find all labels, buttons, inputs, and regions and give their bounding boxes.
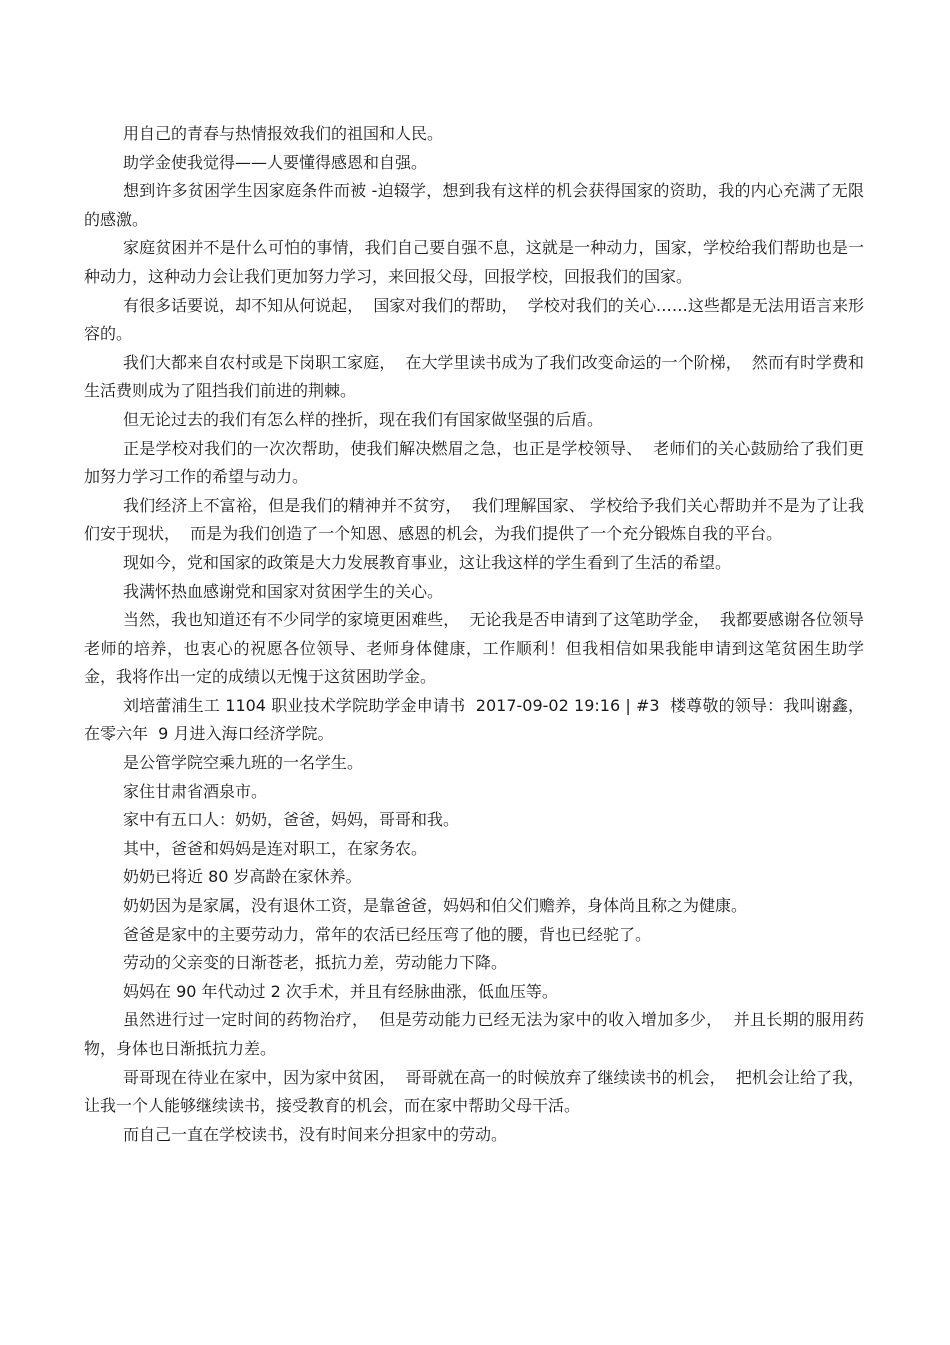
- paragraph: 哥哥现在待业在家中，因为家中贫困， 哥哥就在高一的时候放弃了继续读书的机会， 把机会让给了我，让我一个人能够继续读书，接受教育的机会，而在家中帮助父母干活。: [84, 1067, 864, 1116]
- paragraph: 而自己一直在学校读书，没有时间来分担家中的劳动。: [123, 1124, 508, 1144]
- paragraph: 现如今，党和国家的政策是大力发展教育事业，这让我这样的学生看到了生活的希望。: [123, 552, 732, 572]
- paragraph: 爸爸是家中的主要劳动力，常年的农活已经压弯了他的腰，背也已经驼了。: [123, 924, 652, 944]
- paragraph: 妈妈在 90 年代动过 2 次手术，并且有经脉曲涨，低血压等。: [123, 981, 558, 1001]
- paragraph: 但无论过去的我们有怎么样的挫折，现在我们有国家做坚强的后盾。: [123, 409, 604, 429]
- paragraph: 劳动的父亲变的日渐苍老，抵抗力差，劳动能力下降。: [123, 953, 508, 973]
- paragraph: 虽然进行过一定时间的药物治疗， 但是劳动能力已经无法为家中的收入增加多少， 并且长期的服用药物，身体也日渐抵抗力差。: [84, 1010, 864, 1058]
- paragraph: 家住甘肃省酒泉市。: [123, 781, 268, 801]
- paragraph: 想到许多贫困学生因家庭条件而被 -迫辍学，想到我有这样的机会获得国家的资助，我的内心充满了无限的感激。: [84, 181, 864, 229]
- paragraph: 我们大都来自农村或是下岗职工家庭， 在大学里读书成为了我们改变命运的一个阶梯， 然而有时学费和生活费则成为了阻挡我们前进的荆棘。: [84, 352, 864, 401]
- document-body: [84, 120, 864, 1149]
- paragraph: 我们经济上不富裕，但是我们的精神并不贫穷， 我们理解国家、 学校给予我们关心帮助并不是为了让我们安于现状， 而是为我们创造了一个知恩、感恩的机会，为我们提供了一个充分锻炼自我的平台。: [84, 495, 864, 544]
- paragraph: 家庭贫困并不是什么可怕的事情，我们自己要自强不息，这就是一种动力，国家，学校给我们帮助也是一种动力，这种动力会让我们更加努力学习，来回报父母，回报学校，回报我们的国家。: [84, 238, 864, 286]
- paragraph: 有很多话要说，却不知从何说起， 国家对我们的帮助， 学校对我们的关心……这些都是无法用语言来形容的。: [84, 295, 864, 344]
- paragraph: 奶奶因为是家属，没有退休工资，是靠爸爸，妈妈和伯父们赡养，身体尚且称之为健康。: [123, 896, 748, 916]
- paragraph: 我满怀热血感谢党和国家对贫困学生的关心。: [123, 581, 444, 601]
- paragraph: 奶奶已将近 80 岁高龄在家休养。: [123, 867, 362, 887]
- paragraph: 刘培蕾浦生工 1104 职业技术学院助学金申请书 2017-09-02 19:16 | #3 楼尊敬的领导：我叫谢鑫，在零六年 9 月进入海口经济学院。: [84, 695, 864, 744]
- paragraph: 用自己的青春与热情报效我们的祖国和人民。: [123, 124, 444, 143]
- paragraph: 其中，爸爸和妈妈是连对职工，在家务农。: [123, 838, 428, 858]
- paragraph: 正是学校对我们的一次次帮助，使我们解决燃眉之急，也正是学校领导、 老师们的关心鼓励给了我们更加努力学习工作的希望与动力。: [84, 438, 864, 487]
- paragraph: 是公管学院空乘九班的一名学生。: [123, 753, 364, 773]
- paragraph: 当然，我也知道还有不少同学的家境更困难些， 无论我是否申请到了这笔助学金， 我都要感谢各位领导老师的培养，也衷心的祝愿各位领导、老师身体健康，工作顺利！但我相信如果我能申请到这笔贫困生助学金，我将作出一定的成绩以无愧于这贫困助学金。: [84, 610, 864, 687]
- paragraph: 家中有五口人：奶奶，爸爸，妈妈，哥哥和我。: [123, 810, 460, 830]
- paragraph: 助学金使我觉得——人要懂得感恩和自强。: [123, 152, 428, 172]
